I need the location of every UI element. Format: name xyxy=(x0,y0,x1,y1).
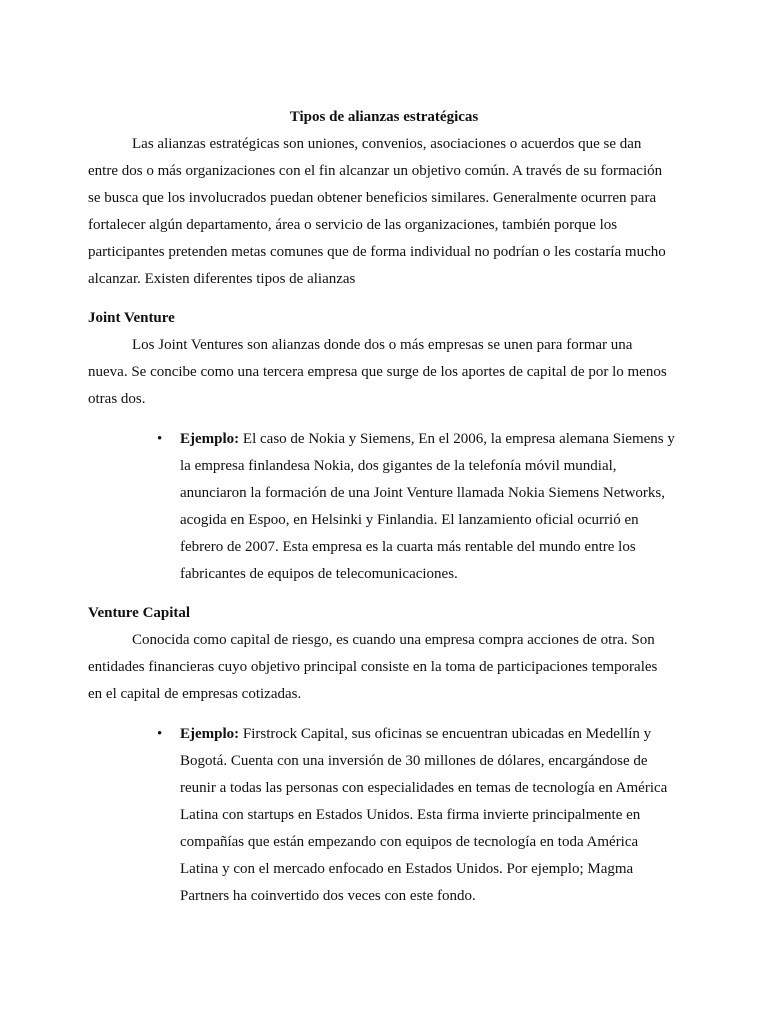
bullet-line: febrero de 2007. Esta empresa es la cuarta más rentable del mundo entre los xyxy=(180,539,636,555)
bullet-icon: • xyxy=(157,431,163,447)
bullet-first-line xyxy=(180,430,675,448)
bullet-line: Latina con startups en Estados Unidos. Esta firma invierte principalmente en xyxy=(180,807,641,823)
bullet-line: reunir a todas las personas con especialidades en temas de tecnología en América xyxy=(180,780,668,796)
section-heading-joint-venture: Joint Venture xyxy=(88,310,175,326)
section-paragraph-line: otras dos. xyxy=(88,391,146,407)
section-paragraph-line: entidades financieras cuyo objetivo principal consiste en la toma de participaciones temporales xyxy=(88,659,658,675)
intro-line: entre dos o más organizaciones con el fin alcanzar un objetivo común. A través de su formación xyxy=(88,163,663,179)
bullet-line: fabricantes de equipos de telecomunicaciones. xyxy=(180,566,458,582)
bullet-icon: • xyxy=(157,726,163,742)
intro-line: participantes pretenden metas comunes que de forma individual no podrían o les costaría mucho xyxy=(88,244,666,260)
bullet-line: la empresa finlandesa Nokia, dos gigantes de la telefonía móvil mundial, xyxy=(180,458,617,474)
intro-line: alcanzar. Existen diferentes tipos de alianzas xyxy=(88,271,356,287)
bullet-line: Bogotá. Cuenta con una inversión de 30 millones de dólares, encargándose de xyxy=(180,753,648,769)
section-paragraph-line: Conocida como capital de riesgo, es cuando una empresa compra acciones de otra. Son xyxy=(132,632,655,648)
intro-line: fortalecer algún departamento, área o servicio de las organizaciones, también porque los xyxy=(88,217,618,233)
bullet-line: acogida en Espoo, en Helsinki y Finlandia. El lanzamiento oficial ocurrió en xyxy=(180,512,639,528)
document-title: Tipos de alianzas estratégicas xyxy=(289,109,479,125)
bullet-first-line-text: El caso de Nokia y Siemens, En el 2006, la empresa alemana Siemens y xyxy=(239,431,675,447)
section-heading-venture-capital: Venture Capital xyxy=(88,605,191,621)
section-paragraph-line: nueva. Se concibe como una tercera empresa que surge de los aportes de capital de por lo menos xyxy=(88,364,667,380)
bullet-label: Ejemplo: xyxy=(180,726,240,742)
intro-line: Las alianzas estratégicas son uniones, convenios, asociaciones o acuerdos que se dan xyxy=(132,136,642,152)
bullet-first-line-text: Firstrock Capital, sus oficinas se encuentran ubicadas en Medellín y xyxy=(239,726,652,742)
bullet-first-line xyxy=(180,725,651,743)
intro-line: se busca que los involucrados puedan obtener beneficios similares. Generalmente ocurren para xyxy=(88,190,657,206)
section-paragraph-line: en el capital de empresas cotizadas. xyxy=(88,686,302,702)
bullet-line: compañías que están empezando con equipos de tecnología en toda América xyxy=(180,834,639,850)
bullet-line: Partners ha coinvertido dos veces con este fondo. xyxy=(180,888,476,904)
section-paragraph-line: Los Joint Ventures son alianzas donde dos o más empresas se unen para formar una xyxy=(132,337,633,353)
bullet-label: Ejemplo: xyxy=(180,431,240,447)
bullet-line: Latina y con el mercado enfocado en Estados Unidos. Por ejemplo; Magma xyxy=(180,861,634,877)
bullet-line: anunciaron la formación de una Joint Venture llamada Nokia Siemens Networks, xyxy=(180,485,666,501)
